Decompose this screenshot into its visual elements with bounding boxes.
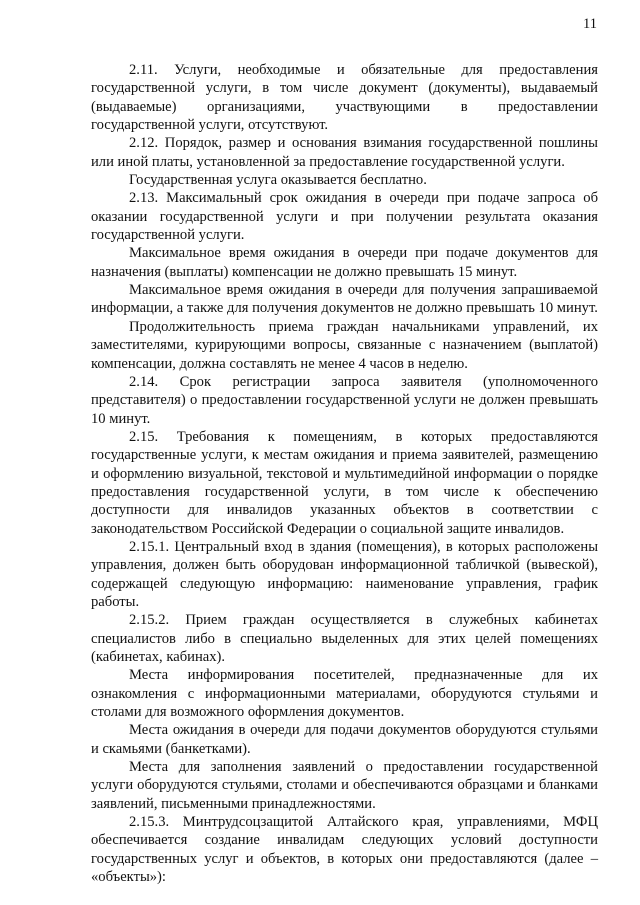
paragraph-2-13: 2.13. Максимальный срок ожидания в очереди при подаче запроса об оказании государственной услуги и при получении результата оказания государственной услуги. [91, 190, 598, 244]
paragraph-2-15-1: 2.15.1. Центральный вход в здания (помещения), в которых расположены управления, должен быть оборудован информационной табличкой (вывеской), содержащей следующую информацию: наименование управления, график работы. [91, 538, 598, 610]
paragraph-2-15: 2.15. Требования к помещениям, в которых предоставляются государственные услуги, к местам ожидания и приема заявителей, размещению и оформлению визуальной, текстовой и мультимедийной информации о порядке предоставления государственной услуги, в том числе к обеспечению доступности для инвалидов указанных объектов в соответствии с законодательством Российской Федерации о социальной защите инвалидов. [91, 428, 598, 537]
page-number: 11 [583, 16, 597, 32]
paragraph-2-15-2: 2.15.2. Прием граждан осуществляется в служебных кабинетах специалистов либо в специально выделенных для этих целей помещениях (кабинетах, кабинах). [91, 612, 598, 665]
paragraph-free-service: Государственная услуга оказывается бесплатно. [129, 172, 427, 189]
paragraph-filling-places: Места для заполнения заявлений о предоставлении государственной услуги оборудуются стульями, столами и обеспечиваются образцами и бланками заявлений, письменными принадлежностями. [91, 759, 598, 812]
paragraph-2-11: 2.11. Услуги, необходимые и обязательные для предоставления государственной услуги, в том числе документ (документы), выдаваемый (выдаваемые) организациями, участвующими в предоставлении государственной услуги, отсутствуют. [91, 62, 598, 134]
paragraph-waiting-places: Места ожидания в очереди для подачи документов оборудуются стульями и скамьями (банкетками). [91, 722, 598, 757]
paragraph-wait-receipt: Максимальное время ожидания в очереди для получения запрашиваемой информации, а также для получения документов не должно превышать 10 минут. [91, 282, 598, 317]
paragraph-2-15-3: 2.15.3. Минтрудсоцзащитой Алтайского края, управлениями, МФЦ обеспечивается создание инвалидам следующих условий доступности государственных услуг и объектов, в которых они предоставляются (далее – «объекты»): [91, 814, 598, 886]
paragraph-reception-hours: Продолжительность приема граждан начальниками управлений, их заместителями, курирующими вопросы, связанные с назначением (выплатой) компенсации, должна составлять не менее 4 часов в неделю. [91, 318, 598, 372]
paragraph-info-places: Места информирования посетителей, предназначенные для их ознакомления с информационными материалами, оборудуются стульями и столами для возможного оформления документов. [91, 667, 598, 721]
paragraph-wait-submission: Максимальное время ожидания в очереди при подаче документов для назначения (выплаты) компенсации не должно превышать 15 минут. [91, 245, 598, 280]
paragraph-2-14: 2.14. Срок регистрации запроса заявителя (уполномоченного представителя) о предоставлении государственной услуги не должен превышать 10 минут. [91, 373, 598, 427]
paragraph-2-12: 2.12. Порядок, размер и основания взимания государственной пошлины или иной платы, установленной за предоставление государственной услуги. [91, 135, 598, 170]
document-body [91, 61, 598, 886]
